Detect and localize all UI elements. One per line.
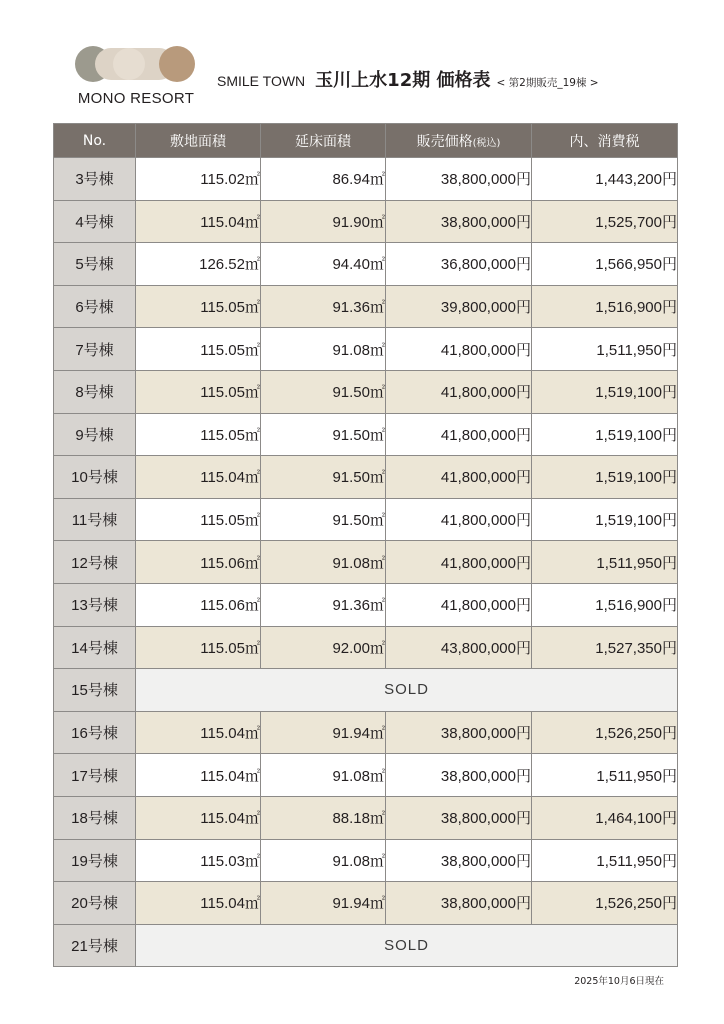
site-area-cell: 115.05㎡	[136, 498, 261, 541]
unit-number: 17号棟	[54, 754, 136, 797]
unit-number: 3号棟	[54, 158, 136, 201]
page-title	[217, 66, 599, 94]
table-row	[54, 328, 678, 371]
table-header-row	[54, 124, 678, 158]
logo-circles-icon	[73, 44, 199, 84]
unit-number: 20号棟	[54, 882, 136, 925]
site-area-cell: 115.04㎡	[136, 754, 261, 797]
table-row	[54, 158, 678, 201]
site-area-cell: 115.06㎡	[136, 541, 261, 584]
project-name: SMILE TOWN	[217, 73, 306, 89]
table-row	[54, 924, 678, 967]
consumption-tax-cell: 1,566,950円	[532, 243, 678, 286]
col-header-price: 販売価格(税込)	[386, 124, 532, 158]
col-header-consumption-tax: 内、消費税	[532, 124, 678, 158]
table-row	[54, 626, 678, 669]
floor-area-cell: 88.18㎡	[261, 796, 386, 839]
floor-area-cell: 91.50㎡	[261, 456, 386, 499]
unit-number: 16号棟	[54, 711, 136, 754]
col-header-site-area: 敷地面積	[136, 124, 261, 158]
consumption-tax-cell: 1,527,350円	[532, 626, 678, 669]
table-row	[54, 413, 678, 456]
floor-area-cell: 94.40㎡	[261, 243, 386, 286]
sale-price-cell: 41,800,000円	[386, 370, 532, 413]
floor-area-cell: 91.90㎡	[261, 200, 386, 243]
table-row	[54, 754, 678, 797]
table-row	[54, 243, 678, 286]
site-area-cell: 115.05㎡	[136, 626, 261, 669]
sale-price-cell: 38,800,000円	[386, 200, 532, 243]
brand-logo	[70, 44, 202, 110]
consumption-tax-cell: 1,526,250円	[532, 882, 678, 925]
site-area-cell: 115.04㎡	[136, 882, 261, 925]
table-row	[54, 200, 678, 243]
sale-price-cell: 41,800,000円	[386, 456, 532, 499]
site-area-cell: 126.52㎡	[136, 243, 261, 286]
table-row	[54, 669, 678, 712]
brand-name: MONO RESORT	[77, 90, 195, 107]
unit-number: 10号棟	[54, 456, 136, 499]
site-area-cell: 115.04㎡	[136, 796, 261, 839]
unit-number: 7号棟	[54, 328, 136, 371]
logo-circle-center	[113, 48, 145, 80]
consumption-tax-cell: 1,511,950円	[532, 328, 678, 371]
col-header-floor-area: 延床面積	[261, 124, 386, 158]
sale-price-cell: 38,800,000円	[386, 882, 532, 925]
unit-number: 15号棟	[54, 669, 136, 712]
floor-area-cell: 91.08㎡	[261, 328, 386, 371]
table-row	[54, 456, 678, 499]
sale-phase-subtitle: < 第2期販売_19棟 >	[496, 77, 599, 89]
unit-number: 6号棟	[54, 285, 136, 328]
site-area-cell: 115.05㎡	[136, 370, 261, 413]
sale-price-cell: 38,800,000円	[386, 711, 532, 754]
floor-area-cell: 91.50㎡	[261, 498, 386, 541]
sale-price-cell: 41,800,000円	[386, 328, 532, 371]
sale-price-cell: 41,800,000円	[386, 541, 532, 584]
consumption-tax-cell: 1,511,950円	[532, 541, 678, 584]
consumption-tax-cell: 1,519,100円	[532, 456, 678, 499]
floor-area-cell: 91.94㎡	[261, 711, 386, 754]
unit-number: 9号棟	[54, 413, 136, 456]
tax-included-note: (税込)	[472, 137, 501, 149]
site-area-cell: 115.04㎡	[136, 711, 261, 754]
consumption-tax-cell: 1,519,100円	[532, 370, 678, 413]
unit-number: 19号棟	[54, 839, 136, 882]
sold-label: SOLD	[136, 924, 678, 967]
consumption-tax-cell: 1,516,900円	[532, 285, 678, 328]
consumption-tax-cell: 1,511,950円	[532, 754, 678, 797]
consumption-tax-cell: 1,511,950円	[532, 839, 678, 882]
table-row	[54, 711, 678, 754]
sale-price-cell: 38,800,000円	[386, 754, 532, 797]
sale-price-cell: 41,800,000円	[386, 413, 532, 456]
table-row	[54, 285, 678, 328]
floor-area-cell: 91.08㎡	[261, 541, 386, 584]
price-table-title: 玉川上水12期 価格表	[315, 70, 491, 91]
table-row	[54, 839, 678, 882]
floor-area-cell: 86.94㎡	[261, 158, 386, 201]
consumption-tax-cell: 1,525,700円	[532, 200, 678, 243]
site-area-cell: 115.05㎡	[136, 413, 261, 456]
consumption-tax-cell: 1,516,900円	[532, 583, 678, 626]
unit-number: 21号棟	[54, 924, 136, 967]
site-area-cell: 115.05㎡	[136, 285, 261, 328]
floor-area-cell: 91.50㎡	[261, 370, 386, 413]
sale-price-cell: 38,800,000円	[386, 839, 532, 882]
sale-price-cell: 41,800,000円	[386, 498, 532, 541]
table-row	[54, 541, 678, 584]
site-area-cell: 115.04㎡	[136, 456, 261, 499]
unit-number: 18号棟	[54, 796, 136, 839]
sale-price-cell: 38,800,000円	[386, 796, 532, 839]
unit-number: 8号棟	[54, 370, 136, 413]
floor-area-cell: 91.36㎡	[261, 285, 386, 328]
as-of-date: 2025年10月6日現在	[574, 976, 664, 987]
table-row	[54, 370, 678, 413]
sale-price-cell: 38,800,000円	[386, 158, 532, 201]
consumption-tax-cell: 1,464,100円	[532, 796, 678, 839]
floor-area-cell: 91.08㎡	[261, 754, 386, 797]
table-row	[54, 882, 678, 925]
floor-area-cell: 91.36㎡	[261, 583, 386, 626]
table-row	[54, 583, 678, 626]
sale-price-cell: 36,800,000円	[386, 243, 532, 286]
floor-area-cell: 91.08㎡	[261, 839, 386, 882]
table-row	[54, 796, 678, 839]
site-area-cell: 115.03㎡	[136, 839, 261, 882]
floor-area-cell: 92.00㎡	[261, 626, 386, 669]
site-area-cell: 115.02㎡	[136, 158, 261, 201]
consumption-tax-cell: 1,519,100円	[532, 498, 678, 541]
floor-area-cell: 91.50㎡	[261, 413, 386, 456]
floor-area-cell: 91.94㎡	[261, 882, 386, 925]
site-area-cell: 115.04㎡	[136, 200, 261, 243]
unit-number: 13号棟	[54, 583, 136, 626]
unit-number: 5号棟	[54, 243, 136, 286]
logo-circle-right	[159, 46, 195, 82]
unit-number: 12号棟	[54, 541, 136, 584]
sale-price-cell: 41,800,000円	[386, 583, 532, 626]
sale-price-cell: 43,800,000円	[386, 626, 532, 669]
table-row	[54, 498, 678, 541]
unit-number: 14号棟	[54, 626, 136, 669]
consumption-tax-cell: 1,526,250円	[532, 711, 678, 754]
site-area-cell: 115.05㎡	[136, 328, 261, 371]
col-header-no: No.	[54, 124, 136, 158]
sale-price-cell: 39,800,000円	[386, 285, 532, 328]
unit-number: 11号棟	[54, 498, 136, 541]
unit-number: 4号棟	[54, 200, 136, 243]
sold-label: SOLD	[136, 669, 678, 712]
price-table	[53, 123, 678, 967]
consumption-tax-cell: 1,519,100円	[532, 413, 678, 456]
site-area-cell: 115.06㎡	[136, 583, 261, 626]
consumption-tax-cell: 1,443,200円	[532, 158, 678, 201]
